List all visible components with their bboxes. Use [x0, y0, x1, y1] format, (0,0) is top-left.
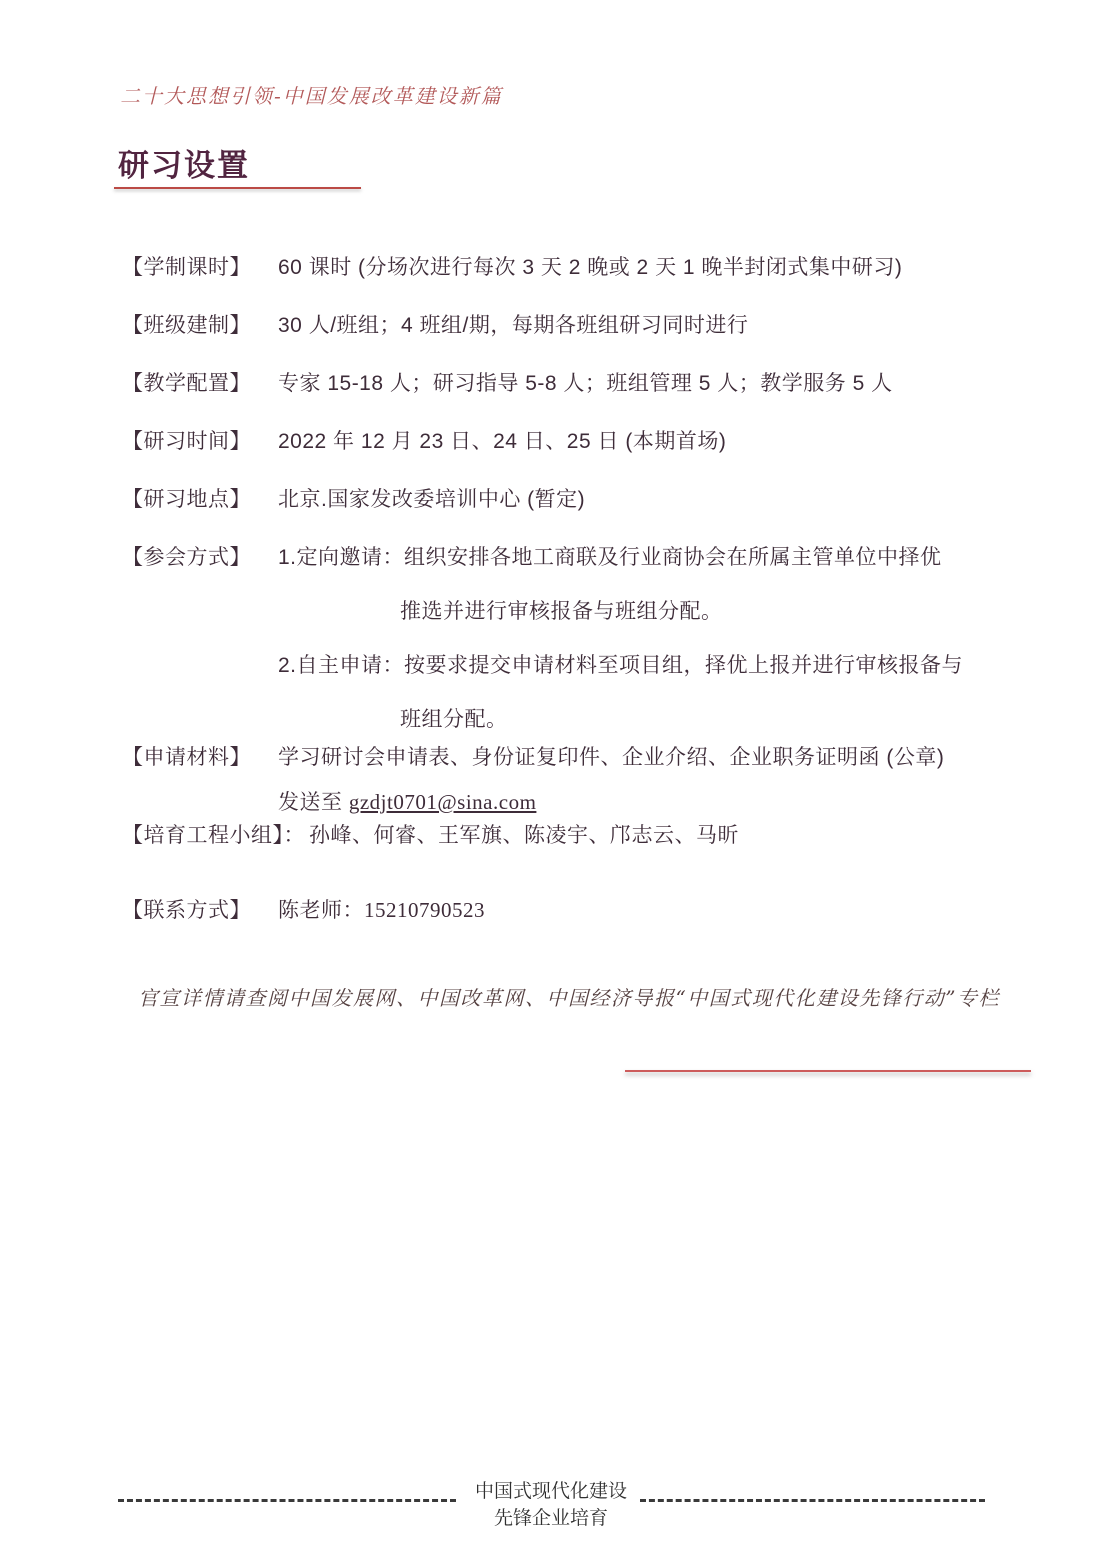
info-row-content: 1.定向邀请：组织安排各地工商联及行业商协会在所属主管单位中择优	[278, 546, 942, 569]
info-row-participation	[122, 541, 942, 571]
info-row-content: 30 人/班组；4 班组/期，每期各班组研习同时进行	[278, 314, 749, 337]
title-underline	[114, 187, 361, 189]
info-row-contact	[122, 894, 485, 924]
participation-continuation-2: 2.自主申请：按要求提交申请材料至项目组，择优上报并进行审核报备与	[278, 654, 964, 677]
participation-continuation-1: 推选并进行审核报备与班组分配。	[400, 600, 723, 623]
official-announcement-note: 官宣详情请查阅中国发展网、中国改革网、中国经济导报“中国式现代化建设先锋行动”专栏	[138, 986, 1000, 1010]
info-row-class-setup	[122, 309, 748, 339]
info-row-label: 【班级建制】	[122, 314, 251, 337]
red-divider-line	[625, 1070, 1031, 1072]
materials-send-line	[278, 786, 536, 816]
info-row-label: 【联系方式】	[122, 898, 251, 922]
info-row-label: 【研习地点】	[122, 488, 251, 511]
info-row-label: 【参会方式】	[122, 546, 251, 569]
info-row-content: 北京.国家发改委培训中心 (暂定)	[278, 488, 586, 511]
participation-continuation-3: 班组分配。	[400, 708, 508, 731]
info-row-location	[122, 483, 585, 513]
info-row-teaching-config	[122, 367, 893, 397]
footer-text	[0, 1478, 1102, 1532]
info-row-content: 学习研讨会申请表、身份证复印件、企业介绍、企业职务证明函 (公章)	[278, 746, 945, 769]
info-row-duration	[122, 251, 902, 281]
email-link[interactable]: gzdjt0701@sina.com	[348, 790, 537, 814]
info-row-label: 【申请材料】	[122, 746, 251, 769]
info-row-label: 【培育工程小组】：	[122, 824, 305, 847]
info-row-time	[122, 425, 726, 455]
footer-line-2: 先锋企业培育	[493, 1508, 608, 1529]
info-row-label: 【研习时间】	[122, 430, 251, 453]
info-row-label: 【学制课时】	[122, 256, 251, 279]
team-names: 孙峰、何睿、王军旗、陈凌宇、邝志云、马昕	[309, 824, 739, 847]
info-row-materials	[122, 741, 944, 771]
send-prefix: 发送至	[278, 791, 349, 814]
info-row-team	[122, 819, 739, 849]
info-row-content: 2022 年 12 月 23 日、24 日、25 日 (本期首场)	[278, 430, 727, 453]
document-header: 二十大思想引领-中国发展改革建设新篇	[120, 84, 503, 108]
info-row-content: 专家 15-18 人；研习指导 5-8 人；班组管理 5 人；教学服务 5 人	[278, 372, 893, 395]
info-row-content: 60 课时 (分场次进行每次 3 天 2 晚或 2 天 1 晚半封闭式集中研习)	[278, 256, 903, 279]
page-title: 研习设置	[118, 148, 250, 183]
contact-value: 陈老师：15210790523	[278, 898, 485, 922]
info-row-label: 【教学配置】	[122, 372, 251, 395]
footer-line-1: 中国式现代化建设	[474, 1481, 627, 1502]
